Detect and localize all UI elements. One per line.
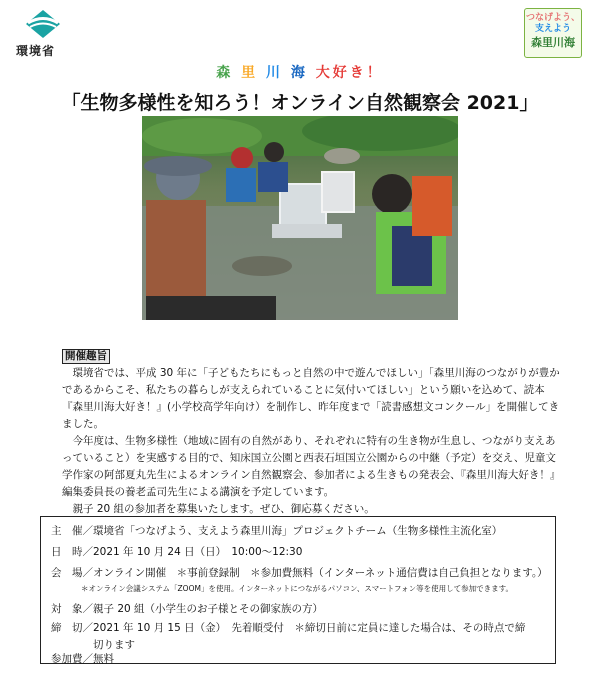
info-organizer: 主 催／環境省「つなげよう、支えよう森里川海」プロジェクトチーム（生物多様性主流化室） xyxy=(51,525,503,537)
purpose-heading: 開催趣旨 xyxy=(62,349,110,364)
event-photo xyxy=(142,116,458,320)
info-venue-note: ＊オンライン会議システム「ZOOM」を使用。インターネットにつながるパソコン、スマートフォン等を使用して参加できます。 xyxy=(81,584,514,593)
tagline-kawa: 川 xyxy=(266,65,283,81)
tagline-mori: 森 xyxy=(216,65,234,81)
event-photo-illustration xyxy=(142,116,458,320)
campaign-logo xyxy=(524,8,582,58)
info-datetime: 日 時／2021 年 10 月 24 日（日） 10:00～12:30 xyxy=(51,546,303,558)
tagline-suki: 大好き！ xyxy=(315,65,384,81)
purpose-paragraph: 今年度は、生物多様性（地域に固有の自然があり、それぞれに特有の生き物が生息し、つながり支えあっていること）を実感する目的で、知床国立公園と西表石垣国立公園からの中継（予定）を交え、児童文学作家の阿部夏丸先生によるオンライン自然観察会、参加者による生きもの発表会、『森里川海大好き！』編集委員長の養老孟司先生による講演を予定しています。 xyxy=(62,435,561,498)
info-deadline-cont: 切ります xyxy=(93,639,135,651)
tagline-umi: 海 xyxy=(290,65,308,81)
info-fee: 参加費／無料 xyxy=(51,653,114,665)
org-name: 環境省 xyxy=(16,44,56,58)
info-target: 対 象／親子 20 組（小学生のお子様とその御家族の方） xyxy=(51,603,324,615)
info-venue: 会 場／オンライン開催 ＊事前登録制 ＊参加費無料（インターネット通信費は自己負担となります。） xyxy=(51,567,548,579)
tagline-sato: 里 xyxy=(241,65,259,81)
purpose-closing: 親子 20 組の参加者を募集いたします。ぜひ、御応募ください。 xyxy=(72,503,375,515)
event-info-box xyxy=(40,516,556,664)
info-deadline: 締 切／2021 年 10 月 15 日（金） 先着順受付 ＊締切日前に定員に達した場合は、その時点で締 xyxy=(51,622,526,634)
purpose-section xyxy=(62,348,562,518)
campaign-logo-line3: 森里川海 xyxy=(531,36,575,49)
campaign-logo-line2: 支えよう xyxy=(534,24,571,34)
purpose-paragraph: 環境省では、平成 30 年に「子どもたちにもっと自然の中で遊んでほしい」「森里川海のつながりが豊かであるからこそ、私たちの暮らしが支えられていることに気付いてほしい」という願いを込めて、読本『森里川海大好き！』(小学校高学年向け）を制作し、昨年度まで「読書感想文コンクール」を開催してきました。 xyxy=(62,367,560,430)
ministry-logo xyxy=(14,8,74,58)
campaign-logo-line1: つなげよう、 xyxy=(525,13,580,23)
page-title: 「生物多様性を知ろう！オンライン自然観察会 2021」 xyxy=(61,92,539,114)
tagline xyxy=(0,62,600,82)
ministry-logo-icon xyxy=(22,8,64,40)
